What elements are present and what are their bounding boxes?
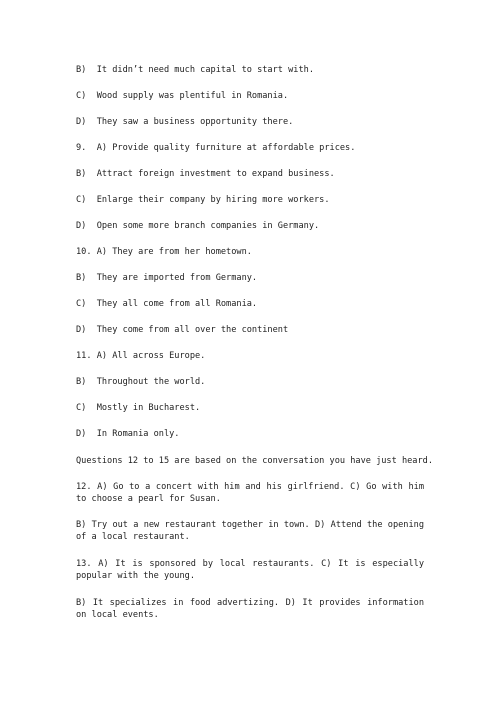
option-10c: C) They all come from all Romania. bbox=[76, 299, 258, 309]
option-10d: D) They come from all over the continent bbox=[76, 325, 289, 335]
question-13-options-ac: 13. A) It is sponsored by local restaurants. C) It is especially popular with the young. bbox=[76, 559, 424, 581]
option-8d: D) They saw a business opportunity there. bbox=[76, 117, 294, 127]
option-9d: D) Open some more branch companies in Germany. bbox=[76, 221, 320, 231]
option-9c: C) Enlarge their company by hiring more workers. bbox=[76, 195, 330, 205]
question-12-options-ac: 12. A) Go to a concert with him and his girlfriend. C) Go with him to choose a pearl for Susan. bbox=[76, 482, 424, 504]
question-12-options-bd: B) Try out a new restaurant together in town. D) Attend the opening of a local restaurant. bbox=[76, 520, 424, 542]
option-8c: C) Wood supply was plentiful in Romania. bbox=[76, 91, 289, 101]
section-instructions: Questions 12 to 15 are based on the conversation you have just heard. bbox=[76, 456, 433, 466]
question-13-options-bd: B) It specializes in food advertizing. D) It provides information on local events. bbox=[76, 598, 424, 620]
question-11-option-a: 11. A) All across Europe. bbox=[76, 351, 206, 361]
question-9-option-a: 9. A) Provide quality furniture at affordable prices. bbox=[76, 143, 356, 153]
question-10-option-a: 10. A) They are from her hometown. bbox=[76, 247, 252, 257]
option-9b: B) Attract foreign investment to expand business. bbox=[76, 169, 335, 179]
option-11d: D) In Romania only. bbox=[76, 429, 180, 439]
option-11c: C) Mostly in Bucharest. bbox=[76, 403, 201, 413]
option-10b: B) They are imported from Germany. bbox=[76, 273, 258, 283]
option-11b: B) Throughout the world. bbox=[76, 377, 206, 387]
option-8b: B) It didn’t need much capital to start with. bbox=[76, 65, 314, 75]
